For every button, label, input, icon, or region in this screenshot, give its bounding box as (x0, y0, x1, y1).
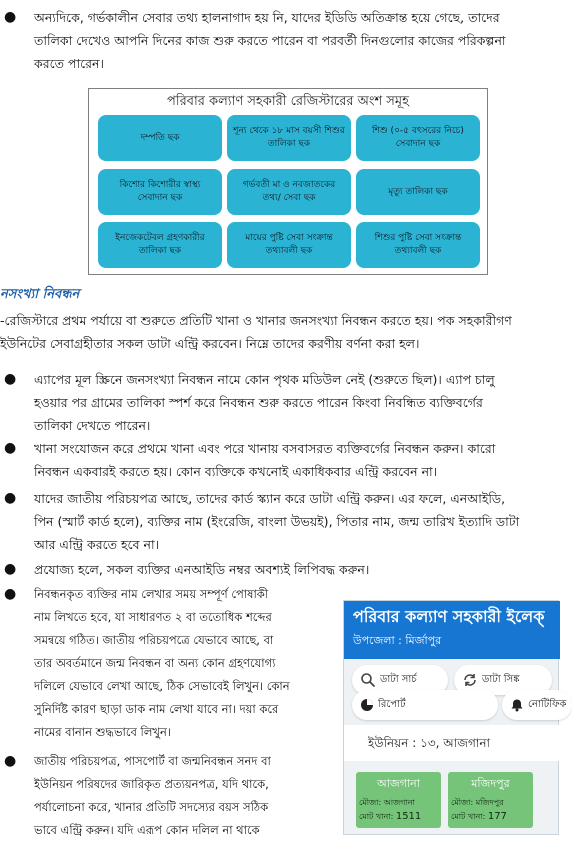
text-line: অন্যদিকে, গর্ভকালীন সেবার তথ্য হালনাগাদ হয় নি, যাদের ইডিডি অতিক্রান্ত হয়ে গেছে, তাদের (34, 10, 500, 25)
bullet-text (34, 437, 495, 483)
app-header (344, 601, 560, 659)
text-line: জাতীয় পরিচয়পত্র, পাসপোর্ট বা জন্মনিবন্ধন সনদ বা (34, 754, 271, 768)
app-title: পরিবার কল্যাণ সহকারী ইলেক্ (353, 607, 545, 626)
text-line: ইউনিটের সেবাগ্রহীতার সকল ডাটা এন্ট্রি করবেন। নিম্নে তাদের করণীয় বর্ণনা করা হল। (0, 336, 420, 351)
bullet-text (34, 368, 495, 437)
village-name: মজিদপুর (471, 777, 510, 790)
bullet-marker: ● (4, 9, 17, 25)
khana-value: 1511 (395, 811, 422, 822)
figure-cell: শিশুর পুষ্টি সেবা সংক্রান্ত তথ্যাবলী ছক (356, 222, 480, 268)
sync-icon (462, 672, 478, 688)
bullet-marker: ● (4, 371, 17, 387)
text-line: তার অবর্তমানে জন্ম নিবন্ধন বা অন্য কোন গ্রহণযোগ্য (34, 656, 276, 670)
village-mouza: মৌজা: আজগানা (359, 798, 415, 807)
figure-cell: গর্ভবতী মা ও নবজাতকের তথ্য/ সেবা ছক (227, 169, 351, 215)
figure-cell: মায়ের পুষ্টি সেবা সংক্রান্ত তথ্যাবলী ছক (227, 222, 351, 268)
text-line: দলিলে যেভাবে লেখা আছে, ঠিক সেভাবেই লিখুন। কোন (34, 679, 290, 693)
bullet-text (34, 583, 290, 744)
text-line: প্রযোজ্য হলে, সকল ব্যক্তির এনআইডি নম্বর অবশ্যই লিপিবদ্ধ করুন। (34, 562, 370, 577)
section-heading: নসংখ্যা নিবন্ধন (0, 287, 80, 302)
text-line: খানা সংযোজন করে প্রথমে খানা এবং পরে খানায় বসবাসরত ব্যক্তিবর্গের নিবন্ধন করুন। কারো (34, 441, 496, 456)
figure-cell: শিশু (০-৫ বৎসরের নিচে) সেবাদান ছক (356, 115, 480, 161)
search-icon (360, 672, 376, 688)
village-card-ajgana[interactable] (356, 772, 441, 828)
khana-label: মোট খানা: (359, 812, 394, 821)
bullet-marker: ● (4, 561, 17, 577)
text-line: নিবন্ধন একবারই করতে হয়। কোন ব্যক্তিকে কখনোই একাধিকবার এন্ট্রি করবেন না। (34, 464, 438, 479)
khana-value: 177 (487, 811, 507, 822)
bullet-marker: ● (4, 440, 17, 456)
button-label: ডাটা সার্চ (380, 673, 417, 685)
bullet-text (34, 558, 369, 581)
village-card-majidpur[interactable] (448, 772, 533, 828)
bullet-marker: ● (4, 490, 17, 506)
intro-paragraph (34, 6, 506, 75)
text-line: হওয়ার পর গ্রামের তালিকা স্পর্শ করে নিবন্ধন শুরু করতে পারেন কিংবা নিবন্ধিত ব্যক্তিবর্গের (34, 395, 483, 410)
village-mouza: মৌজা: মজিদপুর (451, 798, 504, 807)
button-label: নোটিফিক (528, 698, 567, 710)
notification-button[interactable] (502, 690, 572, 720)
figure-title: পরিবার কল্যাণ সহকারী রেজিস্টারের অংশ সমূহ (167, 94, 409, 109)
text-line: নাম লিখতে হবে, যা সাধারণত ২ বা ততোধিক শব্দের (34, 610, 272, 624)
text-line: নিবন্ধনকৃত ব্যক্তির নাম লেখার সময় সম্পূর্ণ পোষাকী (34, 587, 269, 601)
figure-cell: ইনজেকটেবল গ্রহণকারীর তালিকা ছক (98, 222, 222, 268)
text-line: করতে পারেন। (34, 56, 104, 71)
button-label: ডাটা সিঙ্ক (482, 673, 520, 685)
text-line: সুনির্দিষ্ট কারণ ছাড়া ডাক নাম লেখা যাবে না। দয়া করে (34, 702, 279, 716)
bullet-text (34, 750, 271, 842)
text-line: পিন (স্মার্ট কার্ড হলে), ব্যক্তির নাম (ইংরেজি, বাংলা উভয়ই), পিতার নাম, জন্ম তারিখ ইত্যাদি ডাটা (34, 514, 520, 529)
section-paragraph (0, 309, 512, 355)
village-khana-count (359, 811, 421, 822)
text-line: -রেজিস্টারে প্রথম পর্যায়ে বা শুরুতে প্রতিটি খানা ও খানার জনসংখ্যা নিবন্ধন করতে হয়। পক সহকারীগণ (0, 313, 512, 328)
pie-chart-icon (360, 698, 374, 712)
bell-icon (510, 698, 524, 712)
text-line: ইউনিয়ন পরিষদের জারিকৃত প্রত্যয়নপত্র, যদি থাকে, (34, 777, 269, 791)
text-line: যাদের জাতীয় পরিচয়পত্র আছে, তাদের কার্ড স্ক্যান করে ডাটা এন্ট্রি করুন। এর ফলে, এনআইডি, (34, 491, 506, 506)
text-line: ভাবে এন্ট্রি করুন। যদি এরূপ কোন দলিল না থাকে (34, 823, 260, 837)
figure-cell: শূন্য থেকে ১৮ মাস বয়সী শিশুর তালিকা ছক (227, 115, 351, 161)
upazila-label: উপজেলা : মির্জাপুর (353, 634, 442, 647)
text-line: সমন্বয়ে গঠিত। জাতীয় পরিচয়পত্রে যেভাবে আছে, বা (34, 633, 274, 647)
figure-cell: মৃত্যু তালিকা ছক (356, 169, 480, 215)
bullet-marker: ● (4, 586, 17, 602)
report-button[interactable] (352, 690, 498, 720)
button-label: রিপোর্ট (378, 698, 406, 710)
text-line: আর এন্ট্রি করতে হবে না। (34, 537, 160, 552)
village-name: আজগানা (377, 777, 420, 790)
figure-cell: দম্পতি ছক (98, 115, 222, 161)
text-line: পর্যালোচনা করে, খানার প্রতিটি সদস্যের বয়স সঠিক (34, 800, 269, 814)
figure-cell: কিশোর কিশোরীর স্বাস্থ্য সেবাদান ছক (98, 169, 222, 215)
bullet-text (34, 487, 519, 556)
bullet-marker: ● (4, 753, 17, 769)
union-row[interactable] (344, 725, 560, 761)
text-line: তালিকা দেখতে পারেন। (34, 418, 151, 433)
text-line: এ্যাপের মূল স্ক্রিনে জনসংখ্যা নিবন্ধন নামে কোন পৃথক মডিউল নেই (শুরুতে ছিল)। এ্যাপ চালু (34, 372, 495, 387)
text-line: তালিকা দেখেও আপনি দিনের কাজ শুরু করতে পারেন বা পরবর্তী দিনগুলোর কাজের পরিকল্পনা (34, 33, 506, 48)
app-screenshot (343, 600, 567, 835)
union-label: ইউনিয়ন : ১৩, আজগানা (368, 736, 491, 750)
registry-parts-figure (88, 88, 488, 275)
village-khana-count (451, 811, 507, 822)
khana-label: মোট খানা: (451, 812, 486, 821)
text-line: নামের বানান শুদ্ধভাবে লিখুন। (34, 725, 171, 739)
